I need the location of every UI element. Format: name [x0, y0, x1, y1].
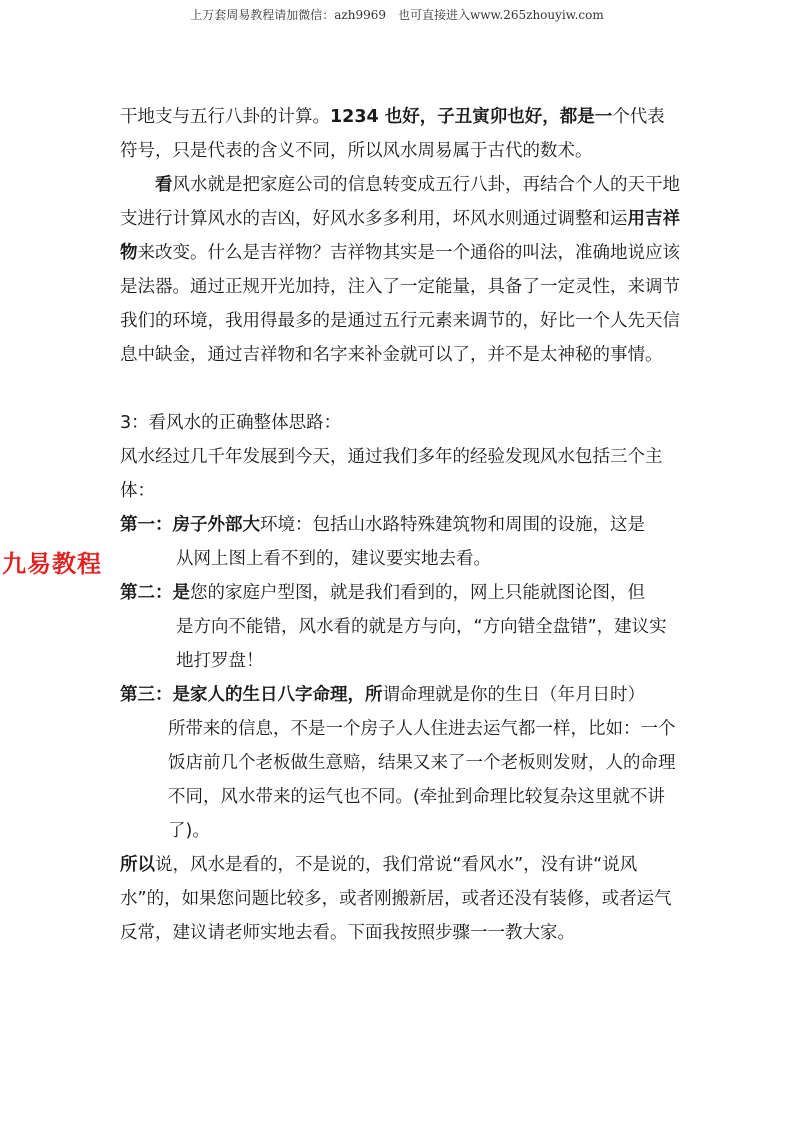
paragraph-last	[120, 848, 680, 950]
document-body	[120, 100, 680, 950]
item-3-first: 谓命理就是你的生日（年月日时）	[382, 685, 645, 705]
last-rest: 说，风水是看的，不是说的，我们常说“看风水”，没有讲“说风水”的，如果您问题比较多，或者刚搬新居，或者还没有装修，或者运气反常，建议请老师实地去看。下面我按照步骤一一教大家。	[120, 855, 672, 943]
spacer	[120, 372, 680, 406]
paragraph-2	[120, 168, 680, 372]
item-1-label: 第一：	[120, 515, 173, 535]
list-item-1	[120, 508, 680, 576]
list-item-2	[120, 576, 680, 678]
watermark-logo: 九易教程	[2, 550, 102, 578]
list-item-3	[120, 678, 680, 848]
section-3-intro: 风水经过几千年发展到今天，通过我们多年的经验发现风水包括三个主体：	[120, 447, 663, 501]
item-3-bold: 是家人的生日八字命理，所	[172, 685, 383, 705]
item-3-rest: 所带来的信息，不是一个房子人人住进去运气都一样，比如：一个饭店前几个老板做生意赔，结果又来了一个老板则发财，人的命理不同，风水带来的运气也不同。(牵扯到命理比较复杂这里就不讲了)。	[168, 719, 676, 841]
p2-text-b: 风水就是把家庭公司的信息转变成五行八卦，再结合个人的天干地支进行计算风水的吉凶，好风水多多利用，坏风水则通过调整和运	[120, 175, 680, 229]
item-2-first: 您的家庭户型图，就是我们看到的，网上只能就图论图，但	[190, 583, 645, 603]
item-2-label: 第二：	[120, 583, 173, 603]
item-2-rest: 是方向不能错，风水看的就是方与向，“方向错全盘错”，建议实地打罗盘！	[176, 617, 667, 671]
page-header: 上万套周易教程请加微信：azh9969 也可直接进入www.265zhouyiw.com	[190, 8, 604, 22]
item-1-bold: 房子外部大	[172, 515, 260, 535]
last-bold: 所以	[120, 855, 155, 875]
paragraph-1	[120, 100, 680, 168]
p2-text-d: 来改变。什么是吉祥物？吉祥物其实是一个通俗的叫法，准确地说应该是法器。通过正规开光加持，注入了一定能量，具备了一定灵性，来调节我们的环境，我用得最多的是通过五行元素来调节的，好比一个人先天信息中缺金，通过吉祥物和名字来补金就可以了，并不是太神秘的事情。	[120, 243, 680, 365]
p2-text-a: 看	[155, 175, 173, 195]
p1-text-c: 个代表符号，只是代表的含义不同，所以风水周易属于古代的数术。	[120, 107, 665, 161]
item-1-first: 环境：包括山水路特殊建筑物和周围的设施，这是	[260, 515, 645, 535]
p1-text-bold: 1234 也好，子丑寅卯也好，都是一	[330, 107, 613, 127]
item-3-label: 第三：	[120, 685, 173, 705]
item-2-bold: 是	[172, 583, 190, 603]
section-3-title: 3：看风水的正确整体思路：	[120, 413, 342, 433]
item-1-rest: 从网上图上看不到的，建议要实地去看。	[176, 549, 491, 569]
p1-text-a: 干地支与五行八卦的计算。	[120, 107, 330, 127]
p2-text-bold: 用吉祥物	[120, 209, 680, 263]
